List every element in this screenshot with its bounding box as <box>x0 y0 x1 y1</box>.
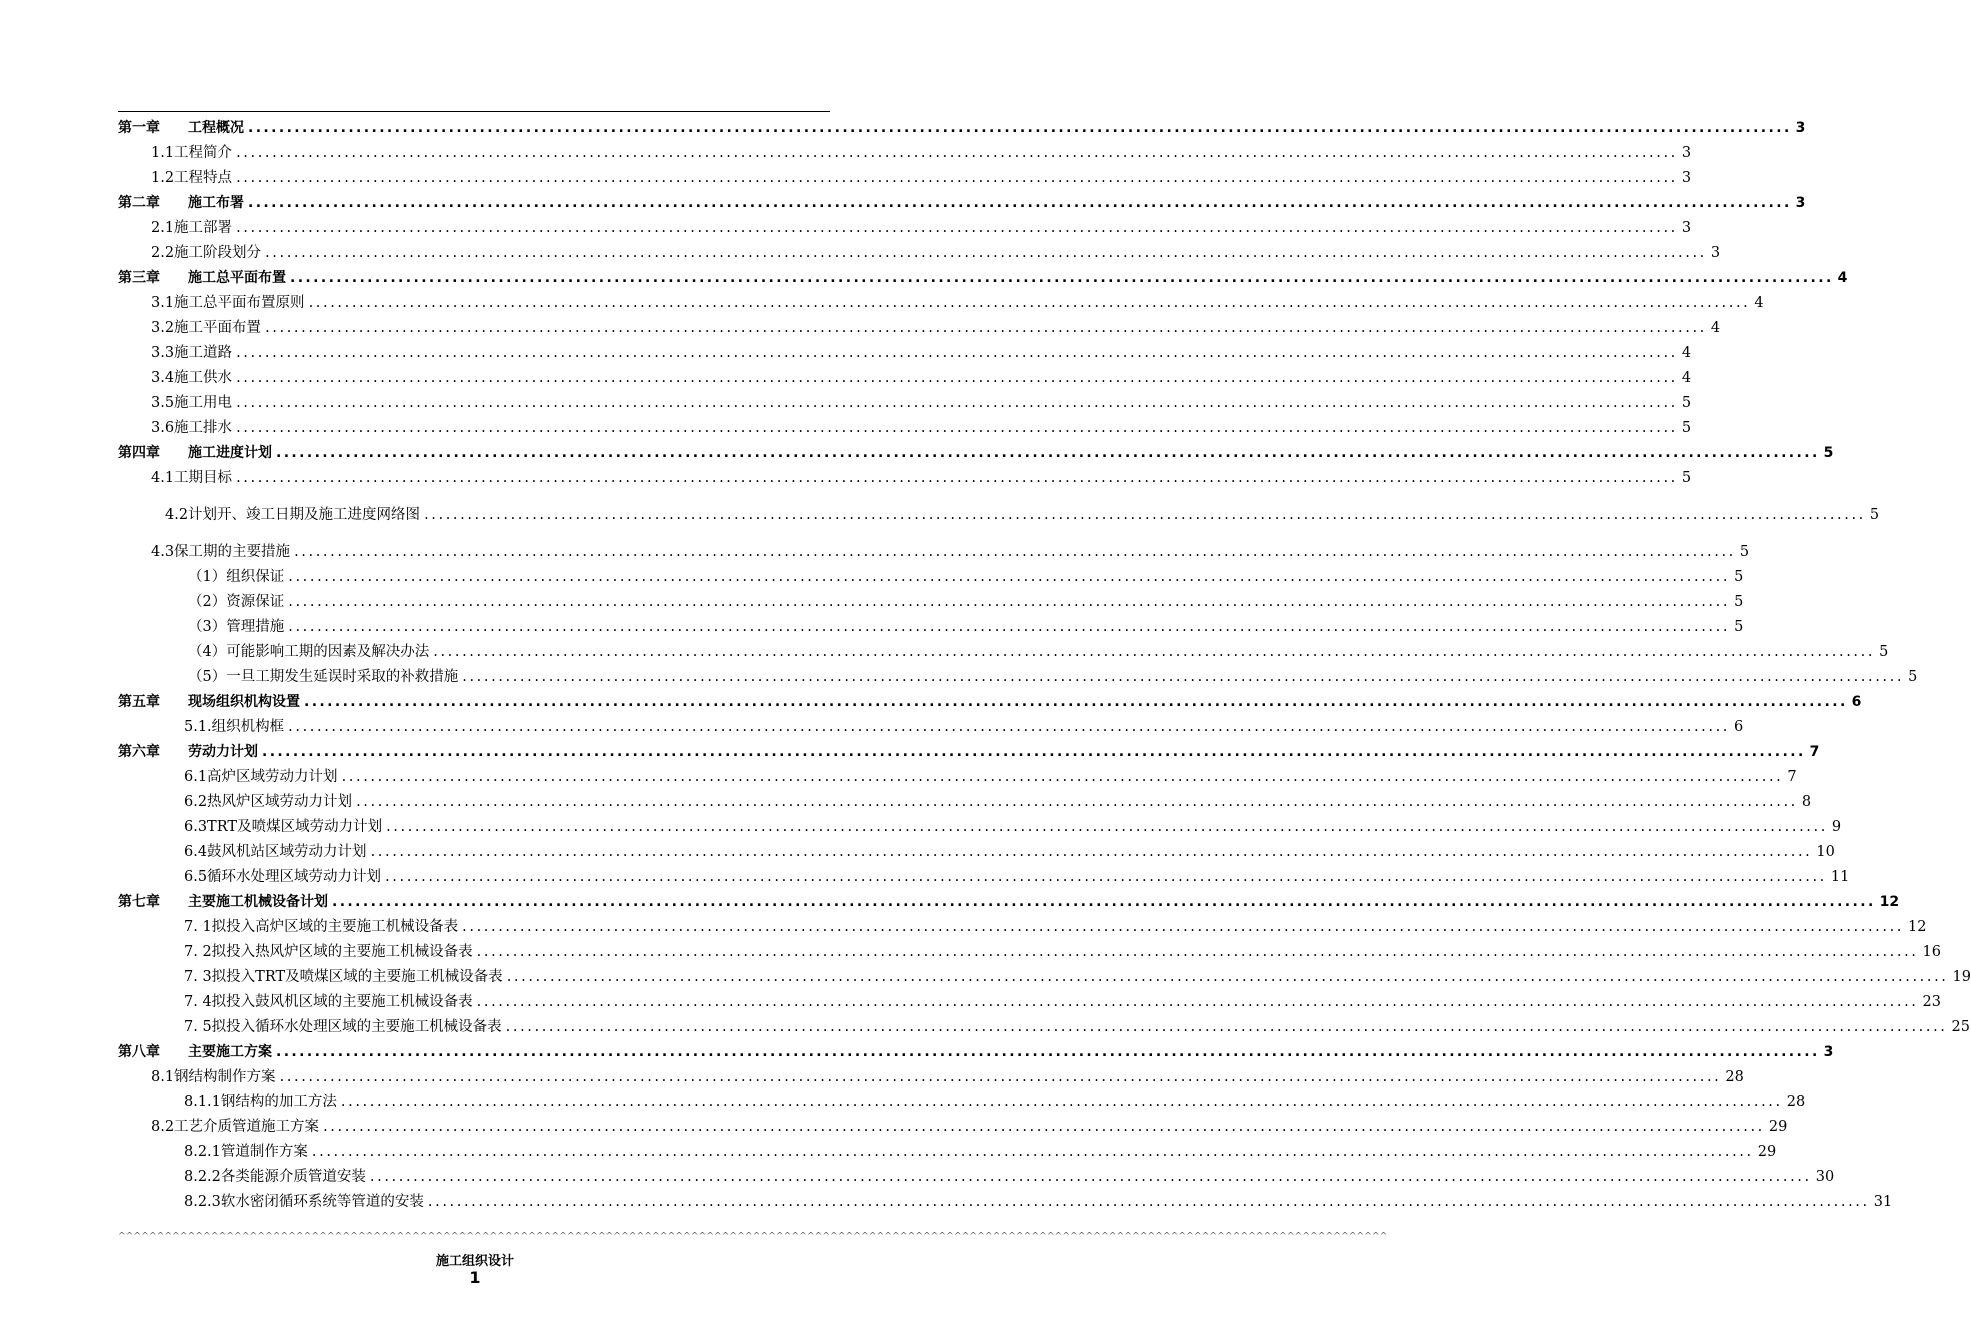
toc-page-number: 5 <box>1879 644 1889 660</box>
toc-entry-title: 8.2.3软水密闭循环系统等管道的安装 <box>184 1194 424 1210</box>
toc-dot-leader: ........................................................................................................................................................................................................ <box>311 1144 1754 1160</box>
toc-page-number: 7 <box>1809 744 1820 760</box>
toc-page-number: 5 <box>1869 507 1880 523</box>
toc-entry[interactable] <box>184 989 1941 1011</box>
toc-entry[interactable] <box>151 165 1692 187</box>
toc-chapter-entry[interactable] <box>118 889 1900 911</box>
toc-entry-title: 2.2施工阶段划分 <box>151 245 262 261</box>
toc-entry-title: 6.3TRT及喷煤区域劳动力计划 <box>184 819 383 835</box>
toc-page-number: 3 <box>1823 1044 1834 1060</box>
toc-chapter-number: 第一章 <box>118 120 160 136</box>
toc-dot-leader: ........................................................................................................................................................................................................ <box>433 644 1876 660</box>
toc-page-number: 12 <box>1908 919 1927 935</box>
toc-page-number: 5 <box>1681 470 1692 486</box>
toc-entry[interactable] <box>184 714 1744 736</box>
toc-dot-leader: ........................................................................................................................................................................................................ <box>236 370 1678 386</box>
toc-chapter-entry[interactable] <box>118 190 1806 212</box>
toc-entry[interactable] <box>151 215 1692 237</box>
toc-page-number: 5 <box>1681 420 1692 436</box>
toc-dot-leader: ........................................................................................................................................................................................................ <box>308 295 1751 311</box>
toc-entry[interactable] <box>151 1114 1788 1136</box>
toc-dot-leader: ........................................................................................................................................................................................................ <box>427 1194 1870 1210</box>
toc-entry-title: 6.1高炉区域劳动力计划 <box>184 769 338 785</box>
toc-entry-title: 7. 5拟投入循环水处理区域的主要施工机械设备表 <box>184 1019 502 1035</box>
toc-entry-title: （1）组织保证 <box>188 569 285 585</box>
toc-entry-title: 工程概况 <box>188 120 244 136</box>
toc-entry-title: 施工总平面布置 <box>188 270 286 286</box>
toc-entry[interactable] <box>188 564 1744 586</box>
toc-dot-leader: ........................................................................................................................................................................................................ <box>476 994 1919 1010</box>
toc-entry[interactable] <box>151 1064 1744 1086</box>
toc-entry[interactable] <box>184 939 1941 961</box>
toc-dot-leader: ........................................................................................................................................................................................................ <box>341 769 1784 785</box>
toc-entry-title: 3.4施工供水 <box>151 370 233 386</box>
toc-entry-title: 1.1工程简介 <box>151 145 233 161</box>
toc-dot-leader: ........................................................................................................................................................................................................ <box>248 120 1792 136</box>
toc-dot-leader: ........................................................................................................................................................................................................ <box>279 1069 1722 1085</box>
toc-chapter-number: 第六章 <box>118 744 160 760</box>
toc-entry-title: 施工进度计划 <box>188 445 272 461</box>
toc-dot-leader: ........................................................................................................................................................................................................ <box>304 694 1848 710</box>
toc-entry-title: 主要施工机械设备计划 <box>188 894 328 910</box>
toc-dot-leader: ........................................................................................................................................................................................................ <box>276 445 1820 461</box>
toc-chapter-entry[interactable] <box>118 440 1834 462</box>
toc-dot-leader: ........................................................................................................................................................................................................ <box>506 969 1949 985</box>
toc-entry-title: 8.2.2各类能源介质管道安装 <box>184 1169 366 1185</box>
toc-chapter-entry[interactable] <box>118 1039 1834 1061</box>
toc-page-number: 9 <box>1831 819 1842 835</box>
toc-page-number: 12 <box>1879 894 1900 910</box>
toc-entry[interactable] <box>151 140 1692 162</box>
toc-entry-title: 8.1.1钢结构的加工方法 <box>184 1094 337 1110</box>
toc-page-number: 16 <box>1922 944 1941 960</box>
toc-page-number: 4 <box>1710 320 1721 336</box>
toc-entry-title: 2.1施工部署 <box>151 220 233 236</box>
toc-entry[interactable] <box>151 290 1764 312</box>
toc-entry-title: 8.2工艺介质管道施工方案 <box>151 1119 320 1135</box>
toc-entry-title: 4.1工期目标 <box>151 470 233 486</box>
toc-page-number: 28 <box>1786 1094 1806 1110</box>
toc-entry[interactable] <box>151 240 1721 262</box>
toc-entry-title: 7. 1拟投入高炉区域的主要施工机械设备表 <box>184 919 459 935</box>
toc-entry[interactable] <box>184 814 1842 836</box>
toc-entry[interactable] <box>151 340 1692 362</box>
toc-page-number: 10 <box>1816 844 1835 860</box>
toc-dot-leader: ........................................................................................................................................................................................................ <box>288 569 1731 585</box>
toc-entry-title: 7. 2拟投入热风炉区域的主要施工机械设备表 <box>184 944 473 960</box>
toc-page-number: 23 <box>1922 994 1941 1010</box>
toc-chapter-entry[interactable] <box>118 689 1862 711</box>
toc-dot-leader: ........................................................................................................................................................................................................ <box>276 1044 1820 1060</box>
toc-page-number: 31 <box>1873 1194 1893 1210</box>
toc-entry[interactable] <box>184 964 1971 986</box>
toc-page-number: 3 <box>1681 220 1692 236</box>
toc-dot-leader: ........................................................................................................................................................................................................ <box>288 594 1731 610</box>
toc-dot-leader: ........................................................................................................................................................................................................ <box>424 507 1866 523</box>
toc-entry[interactable] <box>184 1139 1777 1161</box>
footer-title: 施工组织设计 <box>435 1254 514 1269</box>
toc-dot-leader: ........................................................................................................................................................................................................ <box>265 320 1707 336</box>
toc-page-number: 6 <box>1851 694 1862 710</box>
toc-entry-title: 主要施工方案 <box>188 1044 272 1060</box>
toc-entry-title: 劳动力计划 <box>188 744 258 760</box>
toc-page-number: 5 <box>1739 544 1750 560</box>
toc-dot-leader: ........................................................................................................................................................................................................ <box>236 395 1678 411</box>
toc-entry[interactable] <box>151 415 1692 437</box>
toc-page-number: 3 <box>1795 120 1806 136</box>
toc-dot-leader: ........................................................................................................................................................................................................ <box>356 794 1798 810</box>
toc-entry-title: 5.1.组织机构框 <box>184 719 285 735</box>
toc-page-number: 28 <box>1725 1069 1744 1085</box>
toc-entry-title: 8.2.1管道制作方案 <box>184 1144 308 1160</box>
toc-entry[interactable] <box>151 365 1692 387</box>
toc-entry-title: 3.2施工平面布置 <box>151 320 262 336</box>
toc-entry-title: 6.4鼓风机站区域劳动力计划 <box>184 844 367 860</box>
toc-page-number: 5 <box>1823 445 1834 461</box>
toc-dot-leader: ........................................................................................................................................................................................................ <box>236 220 1678 236</box>
toc-dot-leader: ........................................................................................................................................................................................................ <box>294 544 1736 560</box>
toc-page-number: 29 <box>1768 1119 1788 1135</box>
toc-entry-title: 施工布署 <box>188 195 244 211</box>
toc-page-number: 5 <box>1734 594 1744 610</box>
footer-page-number: 1 <box>469 1268 481 1287</box>
toc-page-number: 3 <box>1681 145 1692 161</box>
toc-entry-title: 现场组织机构设置 <box>188 694 300 710</box>
toc-chapter-number: 第七章 <box>118 894 160 910</box>
toc-entry[interactable] <box>184 1089 1806 1111</box>
toc-dot-leader: ........................................................................................................................................................................................................ <box>332 894 1876 910</box>
toc-entry[interactable] <box>184 864 1850 886</box>
toc-entry[interactable] <box>184 839 1835 861</box>
toc-dot-leader: ........................................................................................................................................................................................................ <box>462 669 1905 685</box>
toc-entry-title: 6.5循环水处理区域劳动力计划 <box>184 869 382 885</box>
toc-page-number: 3 <box>1710 245 1721 261</box>
toc-entry-title: 1.2工程特点 <box>151 170 233 186</box>
toc-entry[interactable] <box>165 502 1880 524</box>
toc-entry-title: 3.3施工道路 <box>151 345 233 361</box>
toc-page-number: 7 <box>1787 769 1797 785</box>
toc-entry[interactable] <box>184 789 1812 811</box>
toc-chapter-entry[interactable] <box>118 265 1848 287</box>
toc-page-number: 11 <box>1830 869 1850 885</box>
toc-entry-title: 8.1钢结构制作方案 <box>151 1069 276 1085</box>
toc-page-number: 5 <box>1734 569 1744 585</box>
toc-entry[interactable] <box>188 614 1744 636</box>
toc-entry-title: 7. 3拟投入TRT及喷煤区域的主要施工机械设备表 <box>184 969 503 985</box>
toc-page-number: 4 <box>1681 345 1692 361</box>
toc-dot-leader: ........................................................................................................................................................................................................ <box>290 270 1834 286</box>
toc-dot-leader: ........................................................................................................................................................................................................ <box>236 345 1678 361</box>
toc-entry[interactable] <box>188 639 1889 661</box>
toc-dot-leader: ........................................................................................................................................................................................................ <box>265 245 1707 261</box>
toc-page-number: 5 <box>1734 619 1744 635</box>
toc-page-number: 8 <box>1801 794 1812 810</box>
toc-entry[interactable] <box>184 1189 1893 1211</box>
toc-page-number: 5 <box>1681 395 1692 411</box>
toc-entry-title: 4.2计划开、竣工日期及施工进度网络图 <box>165 507 421 523</box>
toc-entry[interactable] <box>151 390 1692 412</box>
toc-entry-title: 7. 4拟投入鼓风机区域的主要施工机械设备表 <box>184 994 473 1010</box>
toc-chapter-entry[interactable] <box>118 115 1806 137</box>
top-rule <box>118 111 830 112</box>
toc-entry[interactable] <box>151 465 1692 487</box>
toc-dot-leader: ........................................................................................................................................................................................................ <box>340 1094 1783 1110</box>
toc-dot-leader: ........................................................................................................................................................................................................ <box>288 619 1731 635</box>
toc-dot-leader: ........................................................................................................................................................................................................ <box>385 869 1827 885</box>
toc-entry-title: 3.1施工总平面布置原则 <box>151 295 305 311</box>
toc-dot-leader: ........................................................................................................................................................................................................ <box>288 719 1730 735</box>
toc-page-number: 3 <box>1681 170 1692 186</box>
toc-entry-title: （4）可能影响工期的因素及解决办法 <box>188 644 430 660</box>
toc-dot-leader: ........................................................................................................................................................................................................ <box>248 195 1792 211</box>
toc-page-number: 4 <box>1837 270 1848 286</box>
toc-page-number: 30 <box>1815 1169 1835 1185</box>
toc-entry-title: （3）管理措施 <box>188 619 285 635</box>
toc-entry[interactable] <box>184 914 1927 936</box>
toc-page-number: 29 <box>1757 1144 1777 1160</box>
toc-dot-leader: ........................................................................................................................................................................................................ <box>236 145 1678 161</box>
toc-dot-leader: ........................................................................................................................................................................................................ <box>262 744 1806 760</box>
toc-chapter-number: 第五章 <box>118 694 160 710</box>
toc-chapter-number: 第八章 <box>118 1044 160 1060</box>
toc-dot-leader: ........................................................................................................................................................................................................ <box>462 919 1904 935</box>
toc-dot-leader: ........................................................................................................................................................................................................ <box>370 844 1813 860</box>
toc-dot-leader: ........................................................................................................................................................................................................ <box>505 1019 1948 1035</box>
toc-dot-leader: ........................................................................................................................................................................................................ <box>323 1119 1765 1135</box>
toc-chapter-number: 第二章 <box>118 195 160 211</box>
toc-dot-leader: ........................................................................................................................................................................................................ <box>236 170 1678 186</box>
toc-page-number: 25 <box>1951 1019 1970 1035</box>
toc-entry[interactable] <box>188 664 1918 686</box>
toc-entry-title: （5）一旦工期发生延误时采取的补救措施 <box>188 669 459 685</box>
toc-entry-title: 4.3保工期的主要措施 <box>151 544 291 560</box>
footer-wave-divider: ^^^^^^^^^^^^^^^^^^^^^^^^^^^^^^^^^^^^^^^^^^^^^^^^^^^^^^^^^^^^^^^^^^^^^^^^^^^^^^^^^^^^^^^^^^^^^^^^^^^^^^^^^^^^^^^^^^^^^^^^^^^^^^^^^^^^^^^^^^^^^^^^^^^^^^^^^^^^^^^^^^^^ <box>118 1232 1388 1242</box>
toc-entry-title: （2）资源保证 <box>188 594 285 610</box>
toc-page-number: 19 <box>1952 969 1971 985</box>
toc-entry-title: 3.5施工用电 <box>151 395 233 411</box>
toc-entry[interactable] <box>188 589 1744 611</box>
toc-entry[interactable] <box>151 539 1750 561</box>
toc-dot-leader: ........................................................................................................................................................................................................ <box>386 819 1828 835</box>
toc-page-number: 3 <box>1795 195 1806 211</box>
toc-page-number: 6 <box>1734 719 1744 735</box>
toc-entry[interactable] <box>184 1014 1970 1036</box>
toc-entry-title: 3.6施工排水 <box>151 420 233 436</box>
toc-dot-leader: ........................................................................................................................................................................................................ <box>369 1169 1812 1185</box>
toc-dot-leader: ........................................................................................................................................................................................................ <box>236 470 1678 486</box>
toc-entry-title: 6.2热风炉区域劳动力计划 <box>184 794 353 810</box>
toc-chapter-entry[interactable] <box>118 739 1820 761</box>
toc-page-number: 4 <box>1754 295 1764 311</box>
toc-dot-leader: ........................................................................................................................................................................................................ <box>236 420 1678 436</box>
toc-chapter-number: 第三章 <box>118 270 160 286</box>
toc-entry[interactable] <box>151 315 1721 337</box>
toc-dot-leader: ........................................................................................................................................................................................................ <box>476 944 1919 960</box>
toc-entry[interactable] <box>184 1164 1835 1186</box>
toc-entry[interactable] <box>184 764 1797 786</box>
toc-page-number: 5 <box>1908 669 1918 685</box>
toc-chapter-number: 第四章 <box>118 445 160 461</box>
toc-page-number: 4 <box>1681 370 1692 386</box>
